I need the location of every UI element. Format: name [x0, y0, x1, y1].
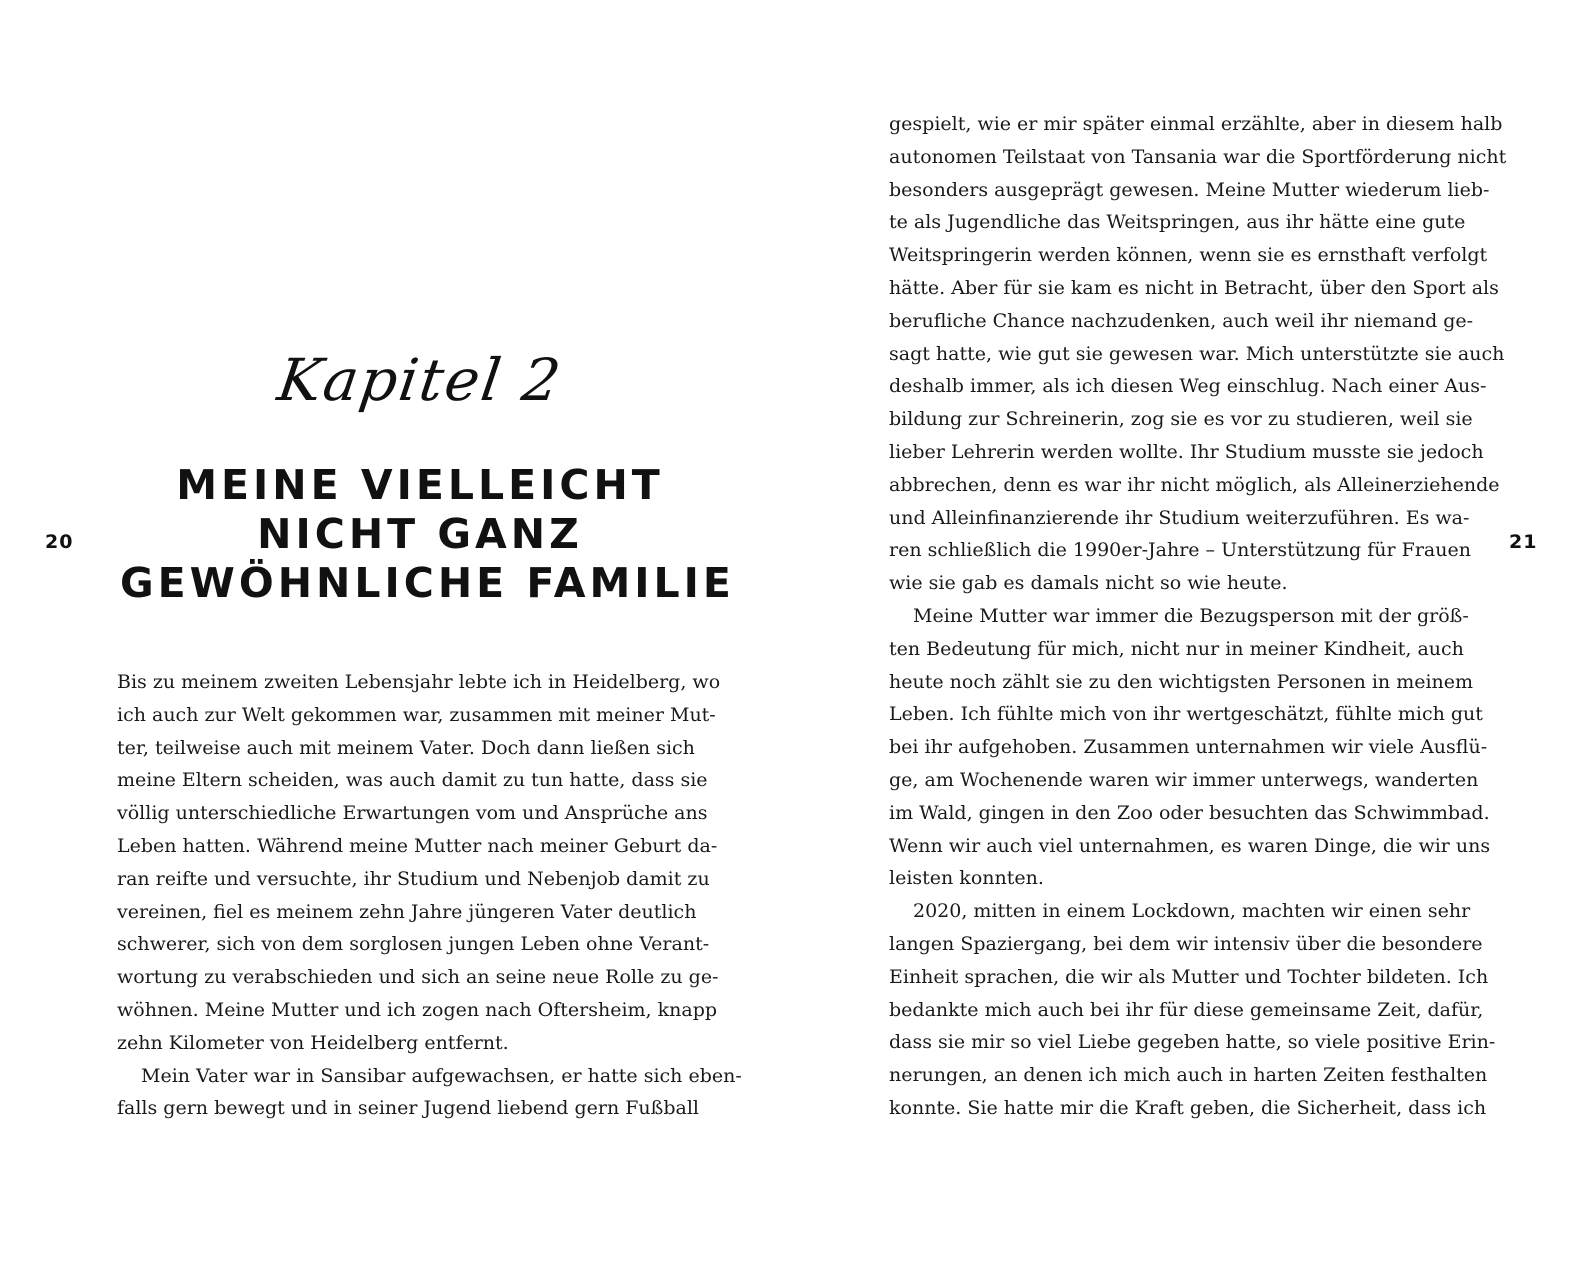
- text-line: heute noch zählt sie zu den wichtigsten Personen in meinem: [889, 670, 1474, 693]
- chapter-title: [120, 461, 735, 608]
- text-line: leisten konnten.: [889, 867, 1044, 890]
- text-line: abbrechen, denn es war ihr nicht möglich, als Alleinerziehende: [889, 473, 1500, 496]
- chapter-title-line: GEWÖHNLICHE FAMILIE: [120, 559, 735, 607]
- text-line: bildung zur Schreinerin, zog sie es vor zu studieren, weil sie: [889, 408, 1473, 431]
- text-line: langen Spaziergang, bei dem wir intensiv über die besondere: [889, 932, 1483, 955]
- text-line-indented: Meine Mutter war immer die Bezugsperson mit der größ-: [913, 604, 1469, 627]
- text-line: ten Bedeutung für mich, nicht nur in meiner Kindheit, auch: [889, 637, 1464, 660]
- text-line: Leben. Ich fühlte mich von ihr wertgeschätzt, fühlte mich gut: [889, 703, 1483, 726]
- text-line: hätte. Aber für sie kam es nicht in Betracht, über den Sport als: [889, 276, 1499, 299]
- left-body-text: [117, 666, 742, 1125]
- text-line: bei ihr aufgehoben. Zusammen unternahmen wir viele Ausflü-: [889, 736, 1488, 759]
- text-line: wie sie gab es damals nicht so wie heute.: [889, 572, 1288, 595]
- text-line: meine Eltern scheiden, was auch damit zu tun hatte, dass sie: [117, 769, 708, 792]
- text-line: bedankte mich auch bei ihr für diese gemeinsame Zeit, dafür,: [889, 998, 1484, 1021]
- chapter-title-line: MEINE VIELLEICHT: [176, 461, 664, 509]
- text-line: lieber Lehrerin werden wollte. Ihr Studium musste sie jedoch: [889, 440, 1484, 463]
- text-line: ren schließlich die 1990er-Jahre – Unterstützung für Frauen: [889, 539, 1471, 562]
- text-line: ge, am Wochenende waren wir immer unterwegs, wanderten: [889, 768, 1479, 791]
- text-line-indented: 2020, mitten in einem Lockdown, machten wir einen sehr: [913, 900, 1471, 923]
- text-line: deshalb immer, als ich diesen Weg einschlug. Nach einer Aus-: [889, 375, 1487, 398]
- text-line: ter, teilweise auch mit meinem Vater. Doch dann ließen sich: [117, 736, 695, 759]
- chapter-title-line: NICHT GANZ: [257, 510, 583, 558]
- text-line: gespielt, wie er mir später einmal erzählte, aber in diesem halb: [889, 113, 1503, 135]
- text-line: im Wald, gingen in den Zoo oder besuchten das Schwimmbad.: [889, 801, 1490, 824]
- text-line: konnte. Sie hatte mir die Kraft geben, die Sicherheit, dass ich: [889, 1096, 1487, 1119]
- text-line: nerungen, an denen ich mich auch in harten Zeiten festhalten: [889, 1064, 1488, 1087]
- text-line: und Alleinfinanzierende ihr Studium weiterzuführen. Es wa-: [889, 506, 1470, 529]
- text-line: berufliche Chance nachzudenken, auch weil ihr niemand ge-: [889, 309, 1474, 332]
- page-number-left: 20: [45, 531, 74, 553]
- text-line: vereinen, fiel es meinem zehn Jahre jüngeren Vater deutlich: [117, 900, 697, 923]
- right-body-text: [889, 108, 1507, 1125]
- text-line: zehn Kilometer von Heidelberg entfernt.: [117, 1031, 509, 1054]
- chapter-label: Kapitel 2: [273, 346, 567, 414]
- text-line: wortung zu verabschieden und sich an seine neue Rolle zu ge-: [117, 966, 719, 989]
- text-line-indented: Mein Vater war in Sansibar aufgewachsen, er hatte sich eben-: [141, 1064, 742, 1087]
- text-line: dass sie mir so viel Liebe gegeben hatte, so viele positive Erin-: [889, 1031, 1496, 1054]
- text-line: wöhnen. Meine Mutter und ich zogen nach Oftersheim, knapp: [117, 998, 718, 1021]
- text-line: autonomen Teilstaat von Tansania war die Sportförderung nicht: [889, 145, 1507, 168]
- text-line: schwerer, sich von dem sorglosen jungen Leben ohne Verant-: [117, 933, 710, 956]
- text-line: Weitspringerin werden können, wenn sie es ernsthaft verfolgt: [889, 244, 1488, 267]
- text-line: ich auch zur Welt gekommen war, zusammen mit meiner Mut-: [117, 703, 716, 726]
- text-line: ran reifte und versuchte, ihr Studium und Nebenjob damit zu: [117, 867, 710, 890]
- text-line: falls gern bewegt und in seiner Jugend liebend gern Fußball: [117, 1097, 699, 1120]
- text-line: Bis zu meinem zweiten Lebensjahr lebte ich in Heidelberg, wo: [117, 671, 721, 693]
- text-line: Leben hatten. Während meine Mutter nach meiner Geburt da-: [117, 834, 718, 857]
- text-line: besonders ausgeprägt gewesen. Meine Mutter wiederum lieb-: [889, 178, 1490, 201]
- text-line: sagt hatte, wie gut sie gewesen war. Mich unterstützte sie auch: [889, 342, 1505, 365]
- text-line: Wenn wir auch viel unternahmen, es waren Dinge, die wir uns: [889, 834, 1491, 857]
- page-number-right: 21: [1509, 531, 1538, 553]
- text-line: Einheit sprachen, die wir als Mutter und Tochter bildeten. Ich: [889, 965, 1489, 988]
- text-line: te als Jugendliche das Weitspringen, aus ihr hätte eine gute: [889, 211, 1466, 234]
- text-line: völlig unterschiedliche Erwartungen vom und Ansprüche ans: [117, 802, 708, 825]
